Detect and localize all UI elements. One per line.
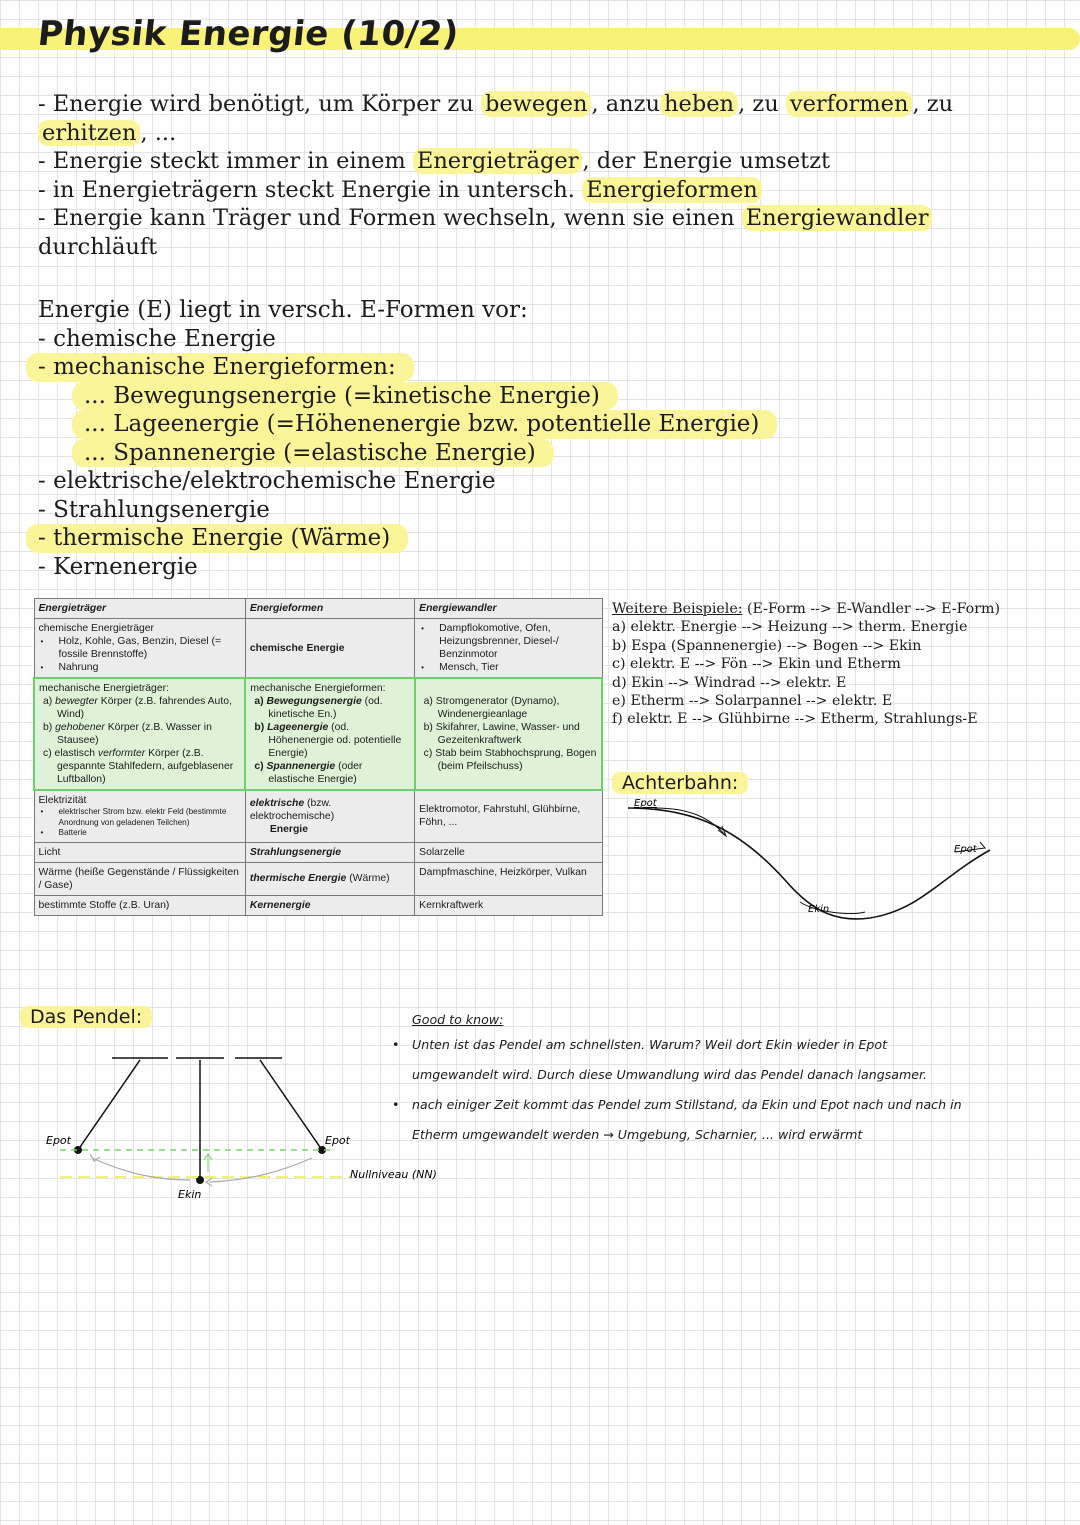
list-item: c) elektr. E --> Fön --> Ekin und Etherm	[612, 656, 901, 673]
page-title: Physik Energie (10/2)	[35, 14, 461, 54]
coaster-label: Achterbahn:	[612, 772, 748, 794]
pendel-epot-right: Epot	[325, 1134, 350, 1147]
coaster-sketch	[600, 790, 1060, 940]
list-item: b) Espa (Spannenergie) --> Bogen --> Ekin	[612, 637, 922, 654]
pendel-string-left	[78, 1060, 140, 1150]
table-row: chemische Energieträger • Holz, Kohle, Gas, Benzin, Diesel (= fossile Brennstoffe) • Nahrung chemische Energie • Dampflokomotive, Ofen, Heizungsbrenner, Diesel-/ Benzinmotor • Mensch, Tier	[34, 619, 602, 679]
nullniveau-label: Nullniveau (NN)	[350, 1168, 437, 1181]
table-row: Licht Strahlungsenergie Solarzelle	[34, 842, 602, 862]
pendel-label: Das Pendel:	[20, 1006, 152, 1028]
list-item: d) Ekin --> Windrad --> elektr. E	[612, 674, 847, 691]
list-item: e) Etherm --> Solarpannel --> elektr. E	[612, 693, 893, 710]
note-heading: Good to know:	[412, 1012, 504, 1027]
table-row-mechanical: mechanische Energieträger: a) bewegter Körper (z.B. fahrendes Auto, Wind) b) gehobener Körper (z.B. Wasser in Stausee) c) elastisch verformter Körper (z.B. gespannte Stahlfedern, aufgeblasener Luftballon) mechanische Energieformen: a) Bewegungsenergie (od. kinetische En.) b) Lageenergie (od. Höhenenergie od. potentielle Energie) c) Spannenergie (oder elastische Energie) a) Stromgenerator (Dynamo), Windenergieanlage b) Skifahrer, Lawine, Wasser- und Gezeitenkraftwerk c) Stab beim Stabhochsprung, Bogen (beim Pfeilschuss)	[34, 678, 602, 790]
forms-heading: Energie (E) liegt in versch. E-Formen vor:	[38, 297, 528, 323]
table-header-row: Energieträger Energieformen Energiewandler	[34, 599, 602, 619]
coaster-track	[628, 808, 990, 919]
coaster-ekin: Ekin	[808, 904, 830, 915]
good-to-know-note: Good to know: • Unten ist das Pendel am schnellsten. Warum? Weil dort Ekin wieder in Epot umgewandelt wird. Durch diese Umwandlung wird das Pendel danach langsamer. • nach einiger Zeit kommt das Pendel zum Stillstand, da Ekin und Epot nach und nach in Etherm umgewandelt werden → Umgebung, Scharnier, ... wird erwärmt	[392, 1012, 962, 1142]
coaster-epot-left: Epot	[634, 798, 657, 809]
intro-text: - Energie wird benötigt, um Körper zu bewegen , anzu heben , zu verformen , zu erhitzen , ... - Energie steckt immer in einem Energieträger , der Energie umsetzt - in Energieträgern steckt Energie in untersch. Energieformen - Energie kann Träger und Formen wechseln, wenn sie einen Energiewandler durchläuft	[38, 91, 954, 260]
pendel-ekin: Ekin	[178, 1188, 202, 1201]
coaster-epot-right: Epot	[954, 844, 977, 855]
energy-table	[33, 598, 603, 916]
table-row: Elektrizität • elektrischer Strom bzw. elektr Feld (bestimmte Anordnung von geladenen Teilchen) • Batterie elektrische (bzw. elektrochemische) Energie Elektromotor, Fahrstuhl, Glühbirne, Föhn, ...	[34, 790, 602, 842]
examples-list: Weitere Beispiele: (E-Form --> E-Wandler --> E-Form) a) elektr. Energie --> Heizung --> therm. Energie b) Espa (Spannenergie) --> Bogen --> Ekin c) elektr. E --> Fön --> Ekin und Etherm d) Ekin --> Windrad --> elektr. E e) Etherm --> Solarpannel --> elektr. E f) elektr. E --> Glühbirne --> Etherm, Strahlungs-E	[612, 600, 1072, 729]
hl-bewegen: bewegen	[481, 91, 592, 117]
energy-forms-list: Energie (E) liegt in versch. E-Formen vor: - chemische Energie - mechanische Energieformen: ... Bewegungsenergie (=kinetische Energie) ... Lageenergie (=Höhenenergie bzw. potentielle Energie) ... Spannenergie (=elastische Energie) - elektrische/elektrochemische Energie - Strahlungsenergie - thermische Energie (Wärme) - Kernenergie	[38, 296, 818, 581]
list-item: f) elektr. E --> Glühbirne --> Etherm, Strahlungs-E	[612, 711, 978, 728]
table-row: Wärme (heiße Gegenstände / Flüssigkeiten / Gase) thermische Energie (Wärme) Dampfmaschine, Heizkörper, Vulkan	[34, 862, 602, 895]
pendel-string-right	[260, 1060, 322, 1150]
pendel-epot-left: Epot	[46, 1134, 71, 1147]
table-row: bestimmte Stoffe (z.B. Uran) Kernenergie Kernkraftwerk	[34, 895, 602, 915]
list-item: a) elektr. Energie --> Heizung --> therm. Energie	[612, 619, 968, 636]
